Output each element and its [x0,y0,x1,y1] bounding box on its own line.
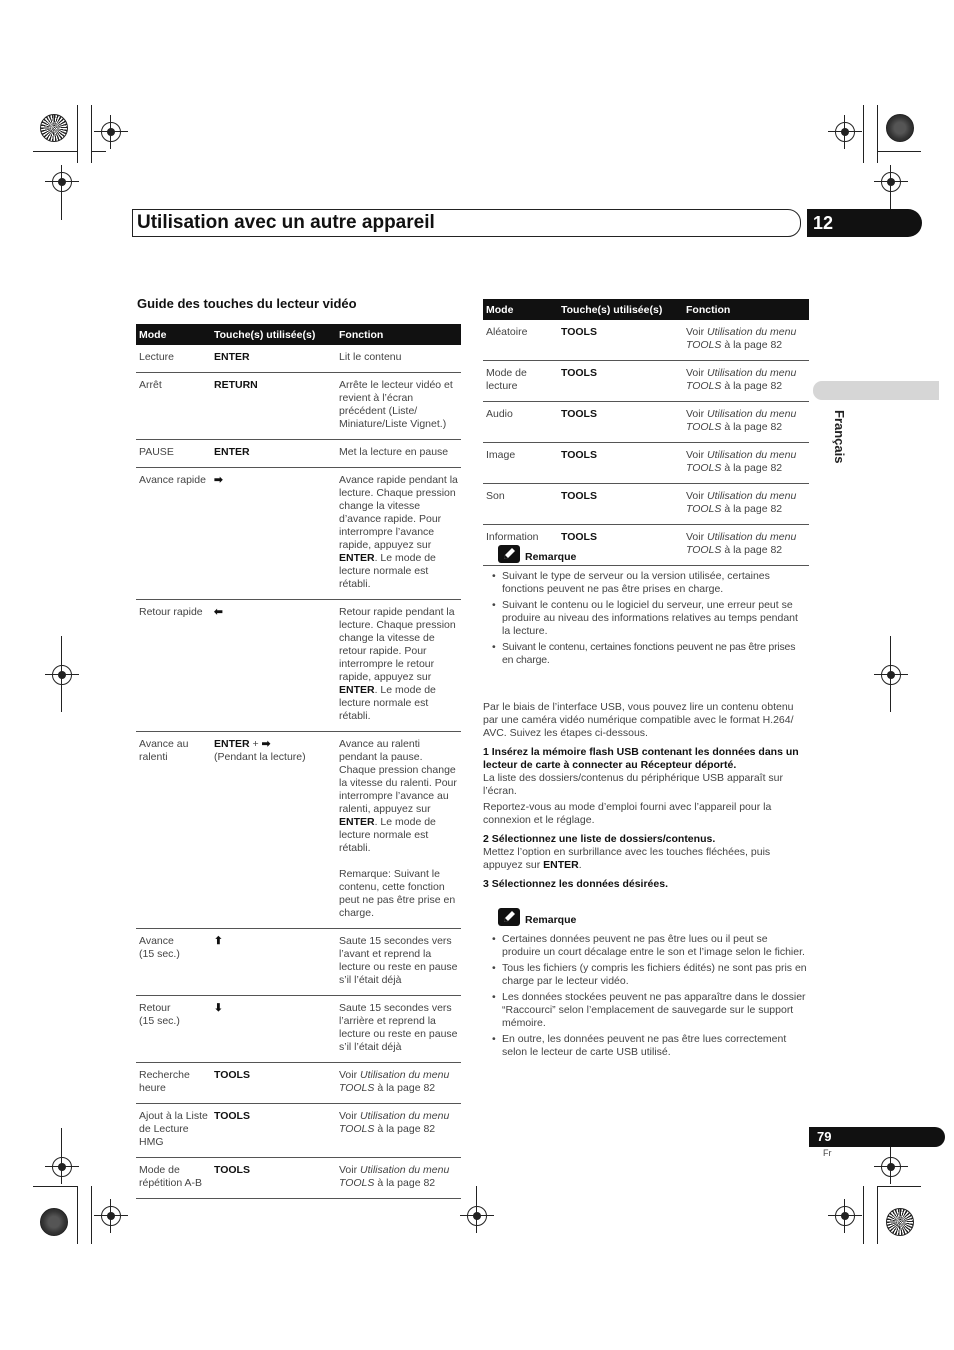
crop-mark-icon [467,1206,487,1226]
function-cell: Lit le contenu [336,345,461,373]
header-keys: Touche(s) utilisée(s) [211,324,336,345]
function-cell: Voir Utilisation du menu TOOLS à la page 82 [336,1063,461,1104]
mode-cell: Avance au ralenti [136,732,211,929]
function-remark: Remarque: Suivant le contenu, cette fonction peut ne pas être prise en charge. [339,868,456,919]
function-cell: Voir Utilisation du menu TOOLS à la page 82 [683,320,809,361]
table-row [136,1063,461,1104]
table-row [136,1104,461,1158]
right-arrow-icon: ➡ [211,468,336,600]
section-title: Guide des touches du lecteur vidéo [137,296,357,311]
step-3: 3 Sélectionnez les données désirées. [483,878,668,890]
mode-cell: Ajout à la Liste de Lecture HMG [136,1104,211,1158]
function-cell: Met la lecture en pause [336,440,461,468]
table-row [483,320,809,361]
key-cell: TOOLS [558,484,683,525]
note-title: Remarque [525,914,577,926]
function-cell: Arrête le lecteur vidéo et revient à l’écran précédent (Liste/ Miniature/Liste Vignet.) [336,373,461,440]
table-row [136,732,461,929]
note-list [486,570,809,670]
language-side-tab [813,381,939,400]
table-header-row [136,324,461,345]
function-cell: Voir Utilisation du menu TOOLS à la page 82 [336,1104,461,1158]
page-language: Fr [823,1148,832,1158]
function-cell: Voir Utilisation du menu TOOLS à la page 82 [683,484,809,525]
registration-target-icon [40,114,68,142]
mode-cell: Retour (15 sec.) [136,996,211,1063]
crop-mark-icon [52,1157,72,1177]
list-item: • Suivant le type de serveur ou la version utilisée, certaines fonctions peuvent ne pas être prises en charge. [486,570,809,596]
key-cell: TOOLS [558,443,683,484]
mode-cell: Retour rapide [136,600,211,732]
list-item: • Suivant le contenu, certaines fonctions peuvent ne pas être prises en charge. [486,641,809,667]
table-row [136,929,461,996]
mode-cell: Avance rapide [136,468,211,600]
function-cell: Voir Utilisation du menu TOOLS à la page 82 [683,361,809,402]
crop-mark-icon [881,172,901,192]
mode-cell: Recherche heure [136,1063,211,1104]
key-guide-table-left [136,324,461,1199]
key-cell: TOOLS [558,402,683,443]
function-cell: Avance rapide pendant la lecture. Chaque pression change la vitesse d’avance rapide. Pour interrompre l’avance rapide, appuyez sur ENTER. Le mode de lecture normale est rétabli. [336,468,461,600]
key-cell: TOOLS [211,1158,336,1199]
chapter-title-bar [132,209,801,237]
table-row [136,996,461,1063]
key-cell: TOOLS [211,1104,336,1158]
header-keys: Touche(s) utilisée(s) [558,299,683,320]
step-1: 1 Insérez la mémoire flash USB contenant les données dans un lecteur de carte à connecter au Récepteur déporté. [483,746,799,771]
crop-mark-icon [52,665,72,685]
key-cell: ENTER [211,440,336,468]
chapter-number: 12 [807,209,922,237]
mode-cell: Avance (15 sec.) [136,929,211,996]
left-arrow-icon: ⬅ [211,600,336,732]
note-title: Remarque [525,551,577,563]
table-row [136,373,461,440]
table-row [136,600,461,732]
table-row [136,468,461,600]
list-item: • En outre, les données peuvent ne pas être lues correctement selon le lecteur de carte USB utilisé. [486,1033,809,1059]
table-row [483,484,809,525]
mode-cell: Mode de répétition A-B [136,1158,211,1199]
usb-intro: Par le biais de l’interface USB, vous pouvez lire un contenu obtenu par une caméra vidéo numérique compatible avec le format H.264/ AVC. Suivez les étapes ci-dessous. [483,701,794,739]
up-arrow-icon: ⬆ [211,929,336,996]
crop-mark-icon [835,1206,855,1226]
crop-mark-icon [881,1157,901,1177]
key-cell: TOOLS [558,525,683,566]
step-2: 2 Sélectionnez une liste de dossiers/contenus. [483,833,716,845]
mode-cell: Son [483,484,558,525]
table-row [483,443,809,484]
list-item: • Tous les fichiers (y compris les fichiers édités) ne sont pas pris en charge par le lecteur vidéo. [486,962,809,988]
mode-cell: Aléatoire [483,320,558,361]
step-2-text: Mettez l’option en surbrillance avec les touches fléchées, puis appuyez sur ENTER. [483,846,771,871]
language-label: Français [832,410,847,464]
mode-cell: Information [483,525,558,566]
right-arrow-icon: ➡ [261,738,271,750]
mode-cell: Audio [483,402,558,443]
key-cell: TOOLS [558,361,683,402]
key-cell: ENTER [211,345,336,373]
function-cell: Retour rapide pendant la lecture. Chaque pression change la vitesse de retour rapide. Pour interrompre le retour rapide, appuyez sur ENTER. Le mode de lecture normale est rétabli. [336,600,461,732]
function-cell: Voir Utilisation du menu TOOLS à la page 82 [683,443,809,484]
step-1-text: La liste des dossiers/contenus du périphérique USB apparaît sur l’écran. [483,772,784,797]
table-row [136,1158,461,1199]
registration-target-icon [40,1208,68,1236]
key-cell: TOOLS [211,1063,336,1104]
header-function: Fonction [683,299,809,320]
crop-mark-icon [52,172,72,192]
registration-target-icon [886,114,914,142]
mode-cell: Image [483,443,558,484]
mode-cell: Arrêt [136,373,211,440]
key-cell: TOOLS [558,320,683,361]
table-row [136,345,461,373]
note-pencil-icon [498,545,520,563]
table-header-row [483,299,809,320]
header-mode: Mode [483,299,558,320]
mode-cell: Lecture [136,345,211,373]
function-cell: Saute 15 secondes vers l’arrière et reprend la lecture ou reste en pause s’il l’était déjà [336,996,461,1063]
header-mode: Mode [136,324,211,345]
crop-mark-icon [881,665,901,685]
function-cell: Saute 15 secondes vers l’avant et reprend la lecture ou reste en pause s’il l’était déjà [336,929,461,996]
table-row [136,440,461,468]
crop-mark-icon [101,1206,121,1226]
function-cell: Voir Utilisation du menu TOOLS à la page 82 [683,402,809,443]
step-1-text-2: Reportez-vous au mode d’emploi fourni avec l’appareil pour la connexion et le réglage. [483,801,772,826]
key-cell: ENTER + ➡ (Pendant la lecture) [211,732,336,929]
crop-mark-icon [101,122,121,142]
key-guide-table-right [483,299,809,566]
function-cell: Avance au ralenti pendant la pause. Chaque pression change la vitesse du ralenti. Pour interrompre l’avance au ralenti, appuyez sur ENTER. Le mode de lecture normale est rétabli. Remarque: Suivant le contenu, cette fonction peut ne pas être prise en charge. [336,732,461,929]
list-item: • Certaines données peuvent ne pas être lues ou il peut se produire un court décalage entre le son et l’image selon le fichier. [486,933,809,959]
key-cell: RETURN [211,373,336,440]
mode-cell: Mode de lecture [483,361,558,402]
down-arrow-icon: ⬇ [211,996,336,1063]
page-number: 79 [809,1127,945,1147]
registration-target-icon [886,1208,914,1236]
note-list [486,933,809,1062]
page-title: Utilisation avec un autre appareil [137,212,435,233]
table-row [483,402,809,443]
mode-cell: PAUSE [136,440,211,468]
function-cell: Voir Utilisation du menu TOOLS à la page 82 [336,1158,461,1199]
note-pencil-icon [498,908,520,926]
header-function: Fonction [336,324,461,345]
list-item: • Suivant le contenu ou le logiciel du serveur, une erreur peut se produire au niveau des informations relatives au temps pendant la lecture. [486,599,809,638]
function-cell: Voir Utilisation du menu TOOLS à la page 82 [683,525,809,566]
list-item: • Les données stockées peuvent ne pas apparaître dans le dossier “Raccourci” selon l’emplacement de sauvegarde sur le support mémoire. [486,991,809,1030]
table-row [483,361,809,402]
crop-mark-icon [835,122,855,142]
